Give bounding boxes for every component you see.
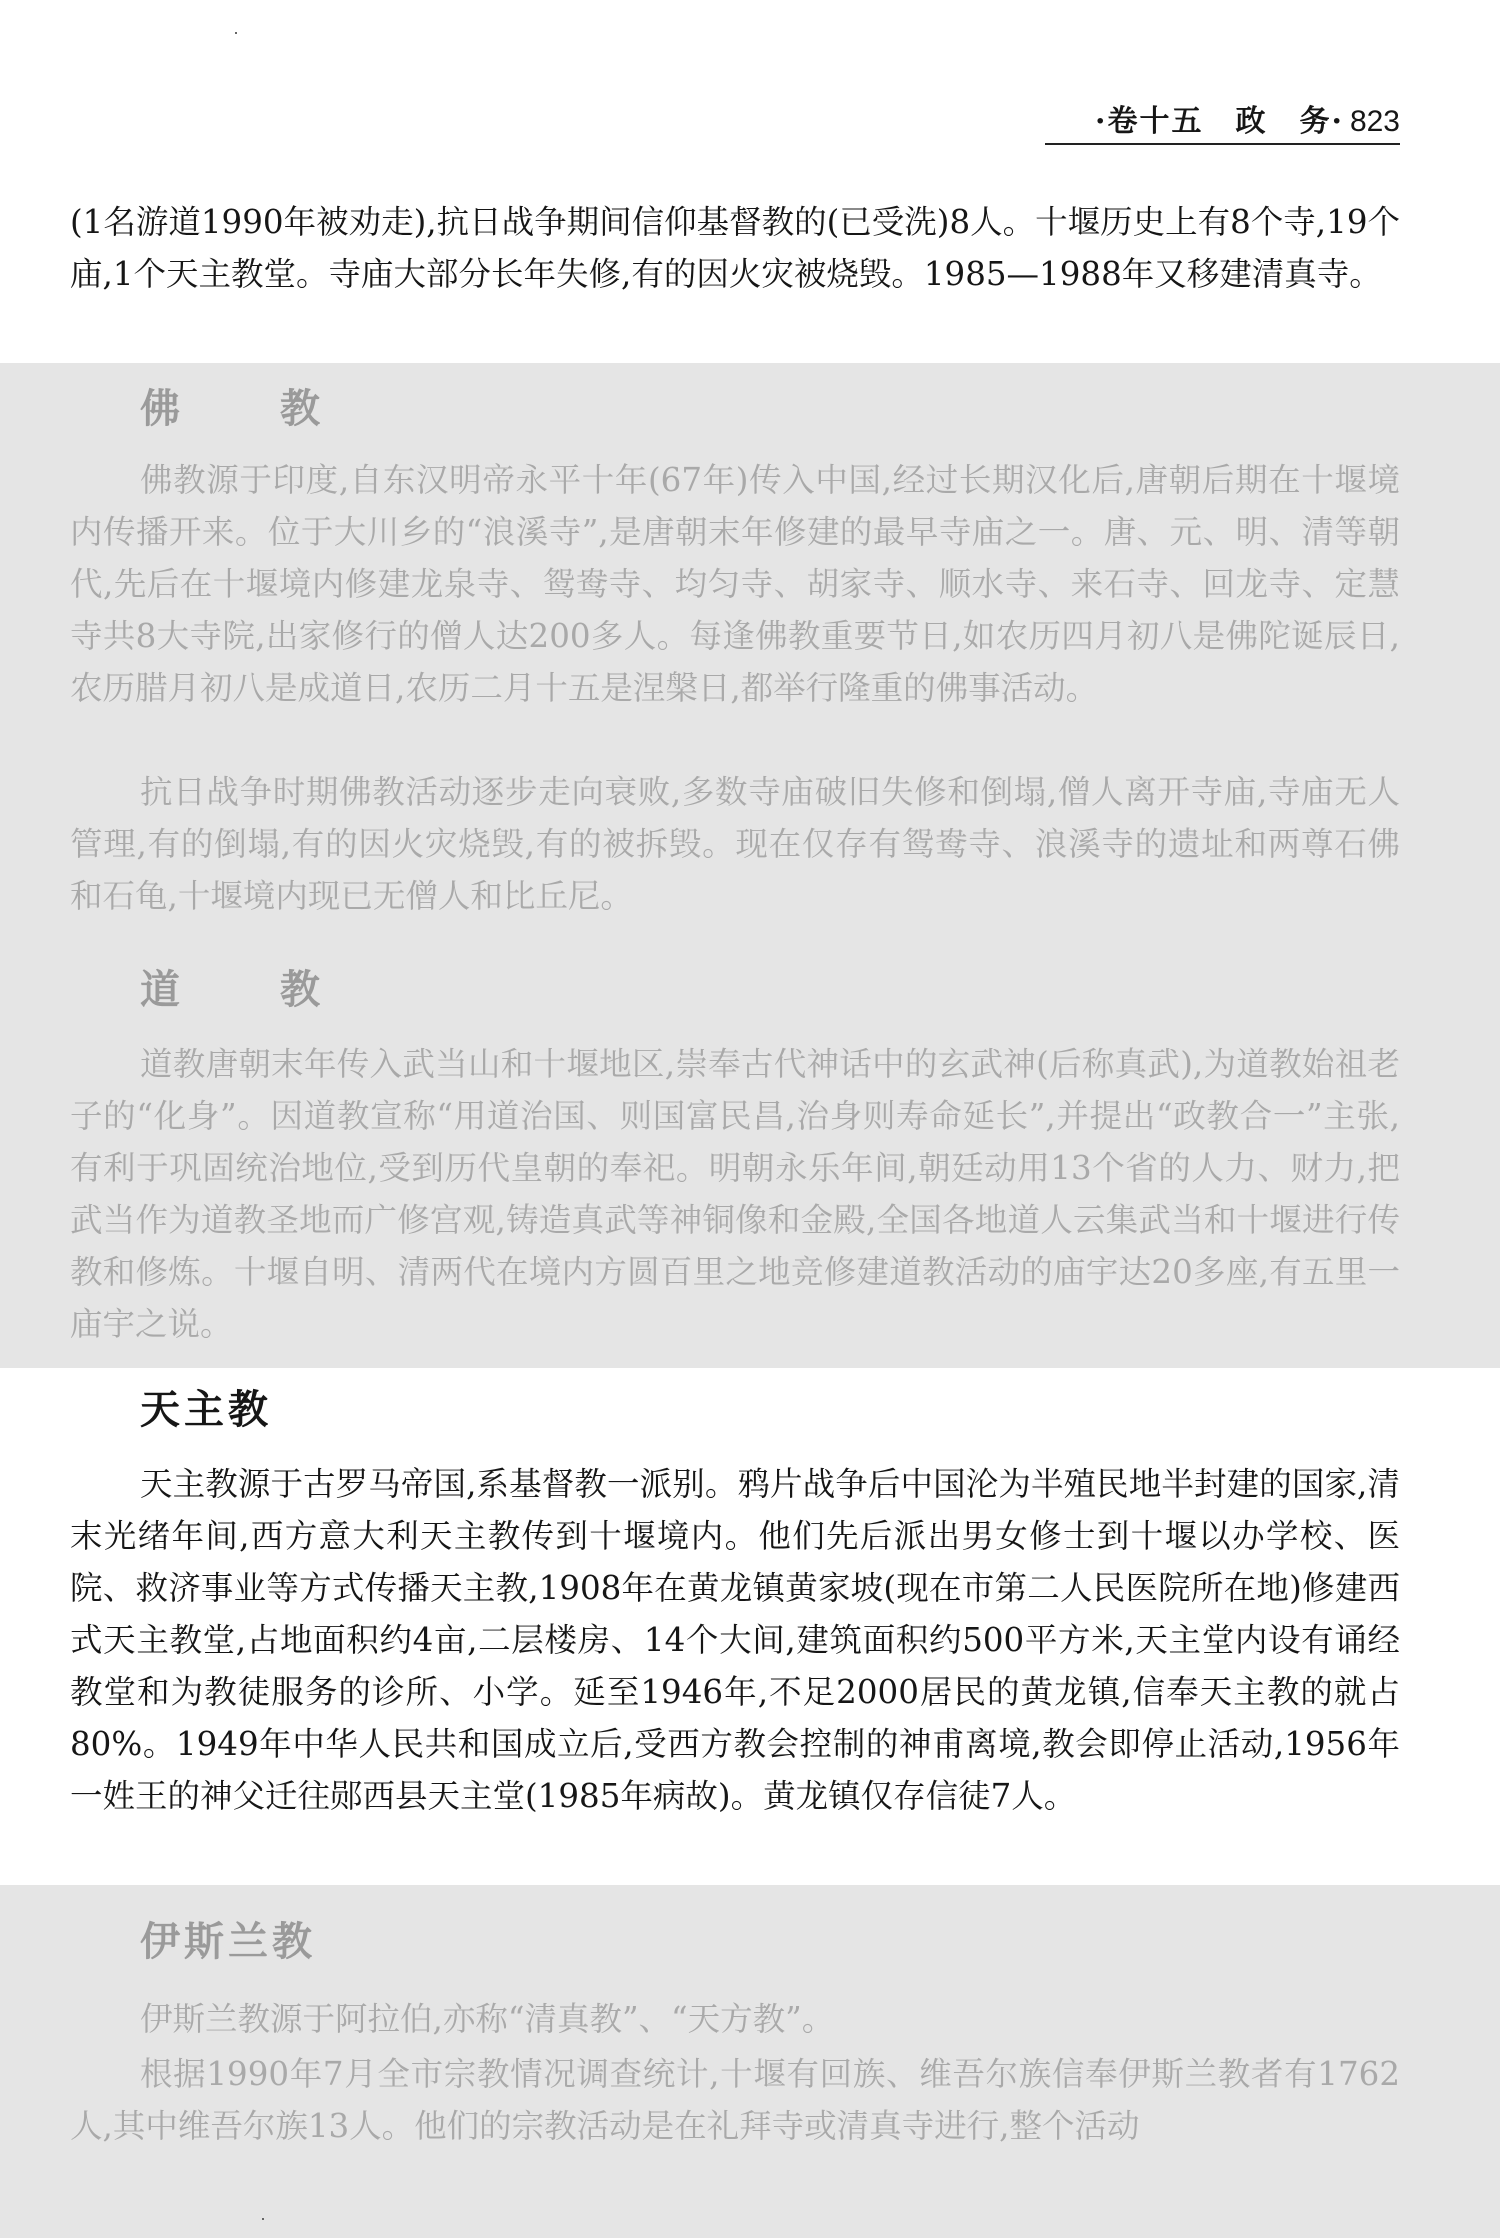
- header-rule: [1045, 143, 1400, 145]
- scan-speck: [262, 2218, 264, 2220]
- page-header: [0, 96, 1400, 140]
- buddhism-paragraph-2: 抗日战争时期佛教活动逐步走向衰败,多数寺庙破旧失修和倒塌,僧人离开寺庙,寺庙无人管理,有的倒塌,有的因火灾烧毁,有的被拆毁。现在仅存有鸳鸯寺、浪溪寺的遗址和两尊石佛和石龟,十堰境内现已无僧人和比丘尼。: [70, 773, 1400, 915]
- islam-paragraph-1: 伊斯兰教源于阿拉伯,亦称“清真教”、“天方教”。: [140, 2000, 835, 2038]
- islam-paragraph-2: 根据1990年7月全市宗教情况调查统计,十堰有回族、维吾尔族信奉伊斯兰教者有1762人,其中维吾尔族13人。他们的宗教活动是在礼拜寺或清真寺进行,整个活动: [70, 2055, 1400, 2145]
- catholicism-paragraph: 天主教源于古罗马帝国,系基督教一派别。鸦片战争后中国沦为半殖民地半封建的国家,清末光绪年间,西方意大利天主教传到十堰境内。他们先后派出男女修士到十堰以办学校、医院、救济事业等方式传播天主教,1908年在黄龙镇黄家坡(现在市第二人民医院所在地)修建西式天主教堂,占地面积约4亩,二层楼房、14个大间,建筑面积约500平方米,天主堂内设有诵经教堂和为教徒服务的诊所、小学。延至1946年,不足2000居民的黄龙镇,信奉天主教的就占80%。1949年中华人民共和国成立后,受西方教会控制的神甫离境,教会即停止活动,1956年一姓王的神父迁往郧西县天主堂(1985年病故)。黄龙镇仅存信徒7人。: [70, 1465, 1400, 1815]
- buddhism-paragraph-1: 佛教源于印度,自东汉明帝永平十年(67年)传入中国,经过长期汉化后,唐朝后期在十堰境内传播开来。位于大川乡的“浪溪寺”,是唐朝末年修建的最早寺庙之一。唐、元、明、清等朝代,先后在十堰境内修建龙泉寺、鸳鸯寺、均匀寺、胡家寺、顺水寺、来石寺、回龙寺、定慧寺共8大寺院,出家修行的僧人达200多人。每逢佛教重要节日,如农历四月初八是佛陀诞辰日,农历腊月初八是成道日,农历二月十五是涅槃日,都举行隆重的佛事活动。: [70, 461, 1400, 707]
- page-number: 823: [1349, 105, 1400, 138]
- scan-speck: [235, 32, 237, 34]
- taoism-paragraph: 道教唐朝末年传入武当山和十堰地区,崇奉古代神话中的玄武神(后称真武),为道教始祖老子的“化身”。因道教宣称“用道治国、则国富民昌,治身则寿命延长”,并提出“政教合一”主张,有利于巩固统治地位,受到历代皇朝的奉祀。明朝永乐年间,朝廷动用13个省的人力、财力,把武当作为道教圣地而广修宫观,铸造真武等神铜像和金殿,全国各地道人云集武当和十堰进行传教和修炼。十堰自明、清两代在境内方圆百里之地竞修建道教活动的庙宇达20多座,有五里一庙宇之说。: [70, 1045, 1400, 1343]
- islam-heading: 伊斯兰教: [140, 1919, 316, 1965]
- buddhism-heading: 佛 教: [140, 386, 350, 432]
- intro-paragraph: (1名游道1990年被劝走),抗日战争期间信仰基督教的(已受洗)8人。十堰历史上有8个寺,19个庙,1个天主教堂。寺庙大部分长年失修,有的因火灾被烧毁。1985—1988年又移建清真寺。: [70, 203, 1400, 293]
- section-label: ·卷十五 政 务·: [1095, 104, 1344, 139]
- taoism-heading: 道 教: [140, 967, 350, 1013]
- catholicism-heading: 天主教: [140, 1387, 272, 1433]
